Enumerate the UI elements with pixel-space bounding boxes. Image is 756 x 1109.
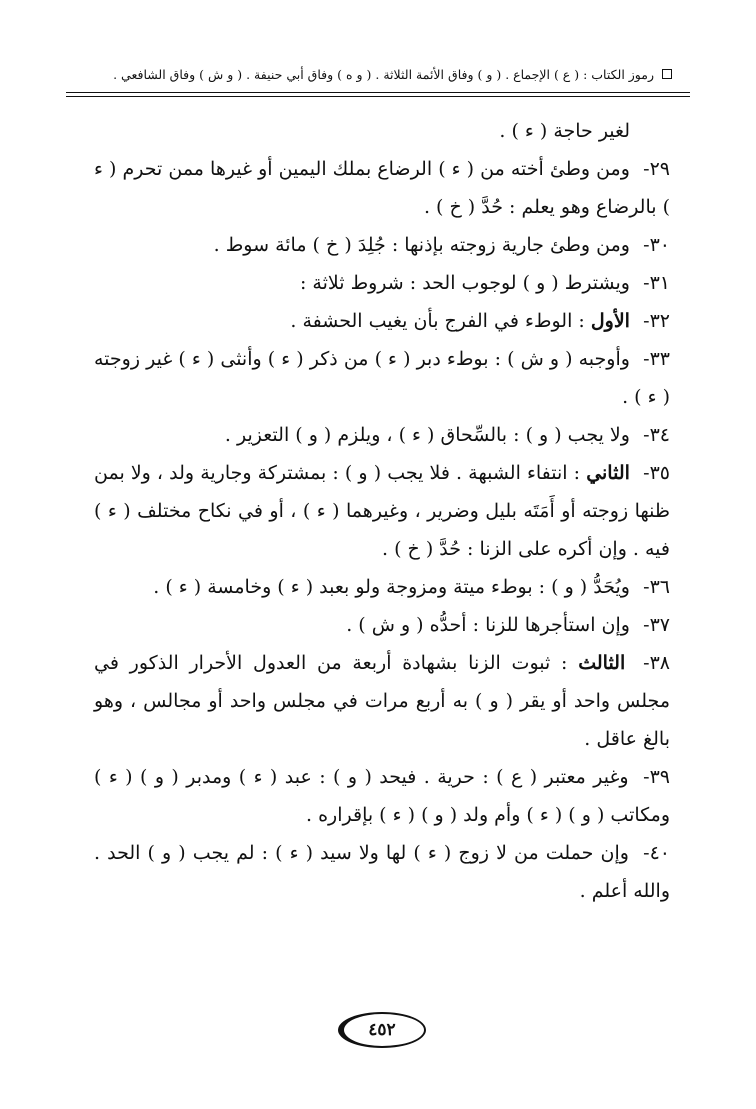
header-text: رموز الكتاب : ( ع ) الإجماع . ( و ) وفاق الأئمة الثلاثة . ( و ه ) وفاق أبي حنيفة . ( و ش ) وفاق الشافعي . [113,66,654,82]
item-number: ٣٨- [643,652,671,674]
item-text: ولا يجب ( و ) : بالسِّحاق ( ء ) ، ويلزم ( و ) التعزير . [224,424,630,446]
list-item [94,758,670,834]
list-item [94,644,670,758]
item-text: : ثبوت الزنا بشهادة أربعة من العدول الأحرار الذكور في مجلس واحد أو يقر ( و ) به أربع مرات في مجلس واحد أو مجالس ، وهو بالغ عاقل . [94,652,670,750]
list-item [94,454,670,568]
item-number: ٣٩- [643,766,670,788]
header-rule-top [66,92,690,93]
item-text: وغير معتبر ( ع ) : حرية . فيحد ( و ) : عبد ( ء ) ومدبر ( و ) ( ء ) ومكاتب ( و ) ( ء ) وأم ولد ( و ) ( ء ) بإقراره . [94,766,670,826]
page-body [94,112,670,1001]
list-item [94,302,670,340]
list-item [94,112,670,150]
running-header [84,62,672,86]
item-text: وإن استأجرها للزنا : أحدُّه ( و ش ) . [346,614,630,636]
item-number: ٣١- [643,272,670,294]
item-number: ٣٧- [643,614,670,636]
item-lead: الثالث [578,652,626,674]
list-item [94,606,670,644]
page-number-badge [338,1012,426,1048]
list-item [94,340,670,416]
header-rule-bottom [66,96,690,97]
item-text: وأوجبه ( و ش ) : بوطء دبر ( ء ) من ذكر ( ء ) وأنثى ( ء ) غير زوجته ( ء ) . [94,348,670,408]
item-lead: الثاني [586,462,630,484]
item-text: ويُحَدُّ ( و ) : بوطء ميتة ومزوجة ولو بعبد ( ء ) وخامسة ( ء ) . [153,576,630,598]
item-number: ٣٦- [643,576,670,598]
list-item [94,150,670,226]
page-number: ٤٥٢ [368,1020,396,1040]
list-item [94,264,670,302]
item-text: ويشترط ( و ) لوجوب الحد : شروط ثلاثة : [299,272,630,294]
list-item [94,834,670,910]
item-number: ٢٩- [643,158,670,180]
item-text: وإن حملت من لا زوج ( ء ) لها ولا سيد ( ء ) : لم يجب ( و ) الحد . والله أعلم . [94,842,670,902]
item-text: : الوطء في الفرج بأن يغيب الحشفة . [290,310,585,332]
item-lead: الأول [590,310,630,332]
item-text: لغير حاجة ( ء ) . [499,120,630,142]
list-item [94,226,670,264]
square-bullet-icon [662,69,672,79]
item-text: ومن وطئ جارية زوجته بإذنها : جُلِدَ ( خ ) مائة سوط . [213,234,630,256]
item-text: : انتفاء الشبهة . فلا يجب ( و ) : بمشتركة وجارية ولد ، ولا بمن ظنها زوجته أو أَمَتَه بليل وضرير ، وغيرهما ( ء ) ، أو في نكاح مختلف ( ء ) فيه . وإن أكره على الزنا : حُدَّ ( خ ) . [94,462,670,560]
item-number: ٤٠- [643,842,670,864]
list-item [94,568,670,606]
item-number: ٣٤- [643,424,670,446]
item-text: ومن وطئ أخته من ( ء ) الرضاع بملك اليمين أو غيرها ممن تحرم ( ء ) بالرضاع وهو يعلم : حُدَّ ( خ ) . [94,158,670,218]
item-number: ٣٣- [643,348,670,370]
item-number: ٣٢- [643,310,670,332]
item-number: ٣٠- [643,234,670,256]
item-number: ٣٥- [643,462,671,484]
list-item [94,416,670,454]
